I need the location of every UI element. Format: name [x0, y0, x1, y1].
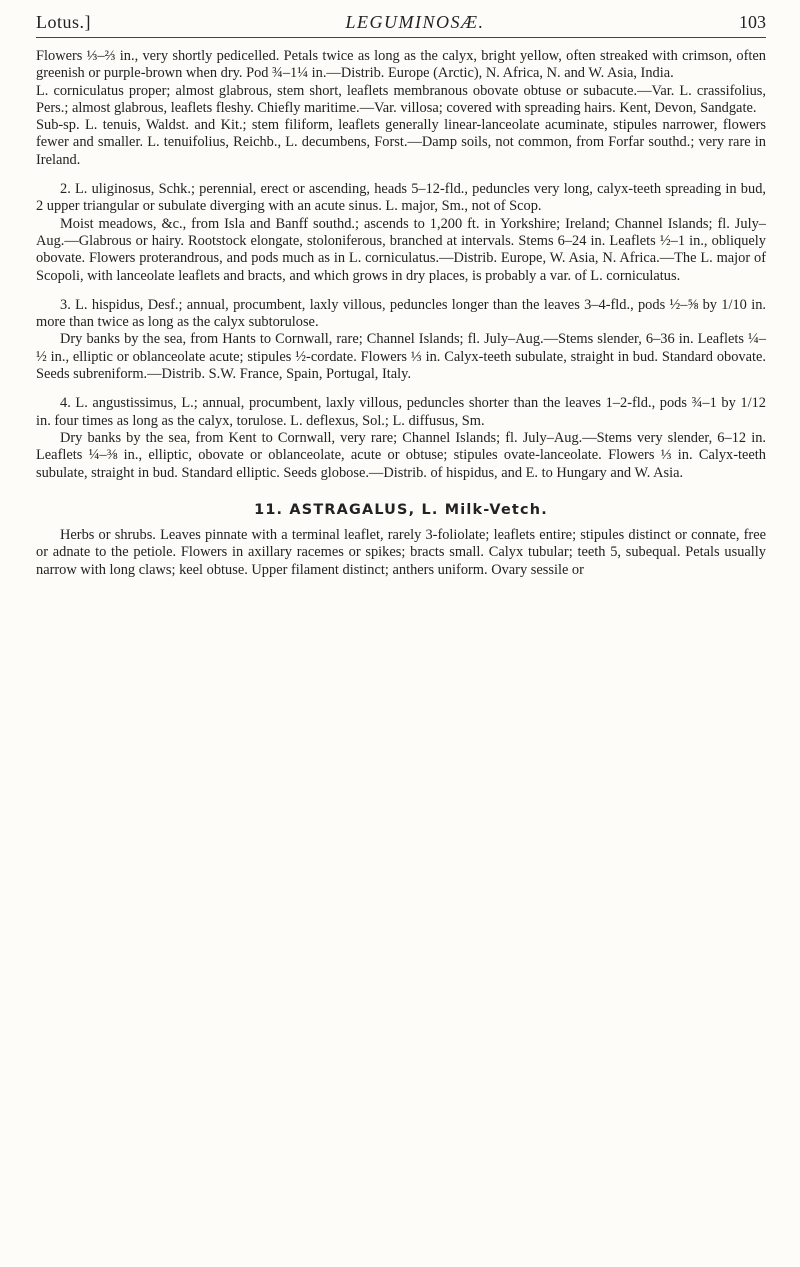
running-head	[36, 12, 766, 38]
species-3-heading: 3. L. hispidus, Desf.; annual, procumbent, laxly villous, peduncles longer than the leaves 3–4-fld., pods ½–⅝ by 1/10 in. more than twice as long as the calyx subtorulose.	[36, 296, 766, 331]
book-page	[0, 12, 800, 1267]
page-body	[36, 48, 766, 579]
paragraph-corniculatus-proper: L. corniculatus proper; almost glabrous, stem short, leaflets membranous obovate obtuse or subacute.—Var. L. crassifolius, Pers.; almost glabrous, leaflets fleshy. Chiefly maritime.—Var. villosa; covered with spreading hairs. Kent, Devon, Sandgate.	[36, 82, 766, 116]
page-number: 103	[738, 12, 766, 32]
paragraph-subspecies-tenuis: Sub-sp. L. tenuis, Waldst. and Kit.; stem filiform, leaflets generally linear-lanceolate acuminate, stipules narrower, flowers fewer and smaller. L. tenuifolius, Reichb., L. decumbens, Forst.—Damp soils, not common, from Forfar southd.; very rare in Ireland.	[36, 117, 766, 168]
species-2-heading: 2. L. uliginosus, Schk.; perennial, erect or ascending, heads 5–12-fld., peduncles very long, calyx-teeth spreading in bud, 2 upper triangular or subulate diverging with an acute sinus. L. major, Sm., not of Scop.	[36, 181, 766, 215]
genus-description: Herbs or shrubs. Leaves pinnate with a terminal leaflet, rarely 3-foliolate; leaflets entire; stipules distinct or connate, free or adnate to the petiole. Flowers in axillary racemes or spikes; bracts small. Calyx tubular; teeth 5, subequal. Petals usually narrow with long claws; keel obtuse. Upper filament distinct; anthers uniform. Ovary sessile or	[36, 527, 766, 578]
species-3-description: Dry banks by the sea, from Hants to Cornwall, rare; Channel Islands; fl. July–Aug.—Stems slender, 6–36 in. Leaflets ¼–½ in., elliptic or oblanceolate acute; stipules ½-cordate. Flowers ⅓ in. Calyx-teeth subulate, straight in bud. Standard obovate. Seeds subreniform.—Distrib. S.W. France, Spain, Portugal, Italy.	[36, 331, 766, 383]
species-4-description: Dry banks by the sea, from Kent to Cornwall, very rare; Channel Islands; fl. July–Aug.—Stems very slender, 6–12 in. Leaflets ¼–⅜ in., elliptic, obovate or oblanceolate, acute or obtuse; stipules ovate-lanceolate. Flowers ⅓ in. Calyx-teeth subulate, straight in bud. Standard elliptic. Seeds globose.—Distrib. of hispidus, and E. to Hungary and W. Asia.	[36, 429, 766, 481]
running-head-genus: Lotus.]	[36, 12, 91, 32]
genus-heading-text: 11. ASTRAGALUS, L. Milk-Vetch.	[254, 501, 548, 518]
running-head-family: LEGUMINOSÆ.	[345, 12, 485, 32]
species-2-description: Moist meadows, &c., from Isla and Banff southd.; ascends to 1,200 ft. in Yorkshire; Ireland; Channel Islands; fl. July–Aug.—Glabrous or hairy. Rootstock elongate, stoloniferous, branched at intervals. Stems 6–24 in. Leaflets ½–1 in., obliquely obovate. Flowers proterandrous, and pods much as in L. corniculatus.—Distrib. Europe, W. Asia, N. Africa.—The L. major of Scopoli, with lanceolate leaflets and bracts, and which grows in dry places, is probably a var. of L. corniculatus.	[36, 215, 766, 284]
genus-heading	[36, 502, 766, 519]
paragraph-flowers-description: Flowers ⅓–⅔ in., very shortly pedicelled. Petals twice as long as the calyx, bright yellow, often streaked with crimson, often greenish or purple-brown when dry. Pod ¾–1¼ in.—Distrib. Europe (Arctic), N. Africa, N. and W. Asia, India.	[36, 48, 766, 82]
species-4-heading: 4. L. angustissimus, L.; annual, procumbent, laxly villous, peduncles shorter than the leaves 1–2-fld., pods ¾–1 by 1/12 in. four times as long as the calyx, torulose. L. deflexus, Sol.; L. diffusus, Sm.	[36, 395, 766, 429]
